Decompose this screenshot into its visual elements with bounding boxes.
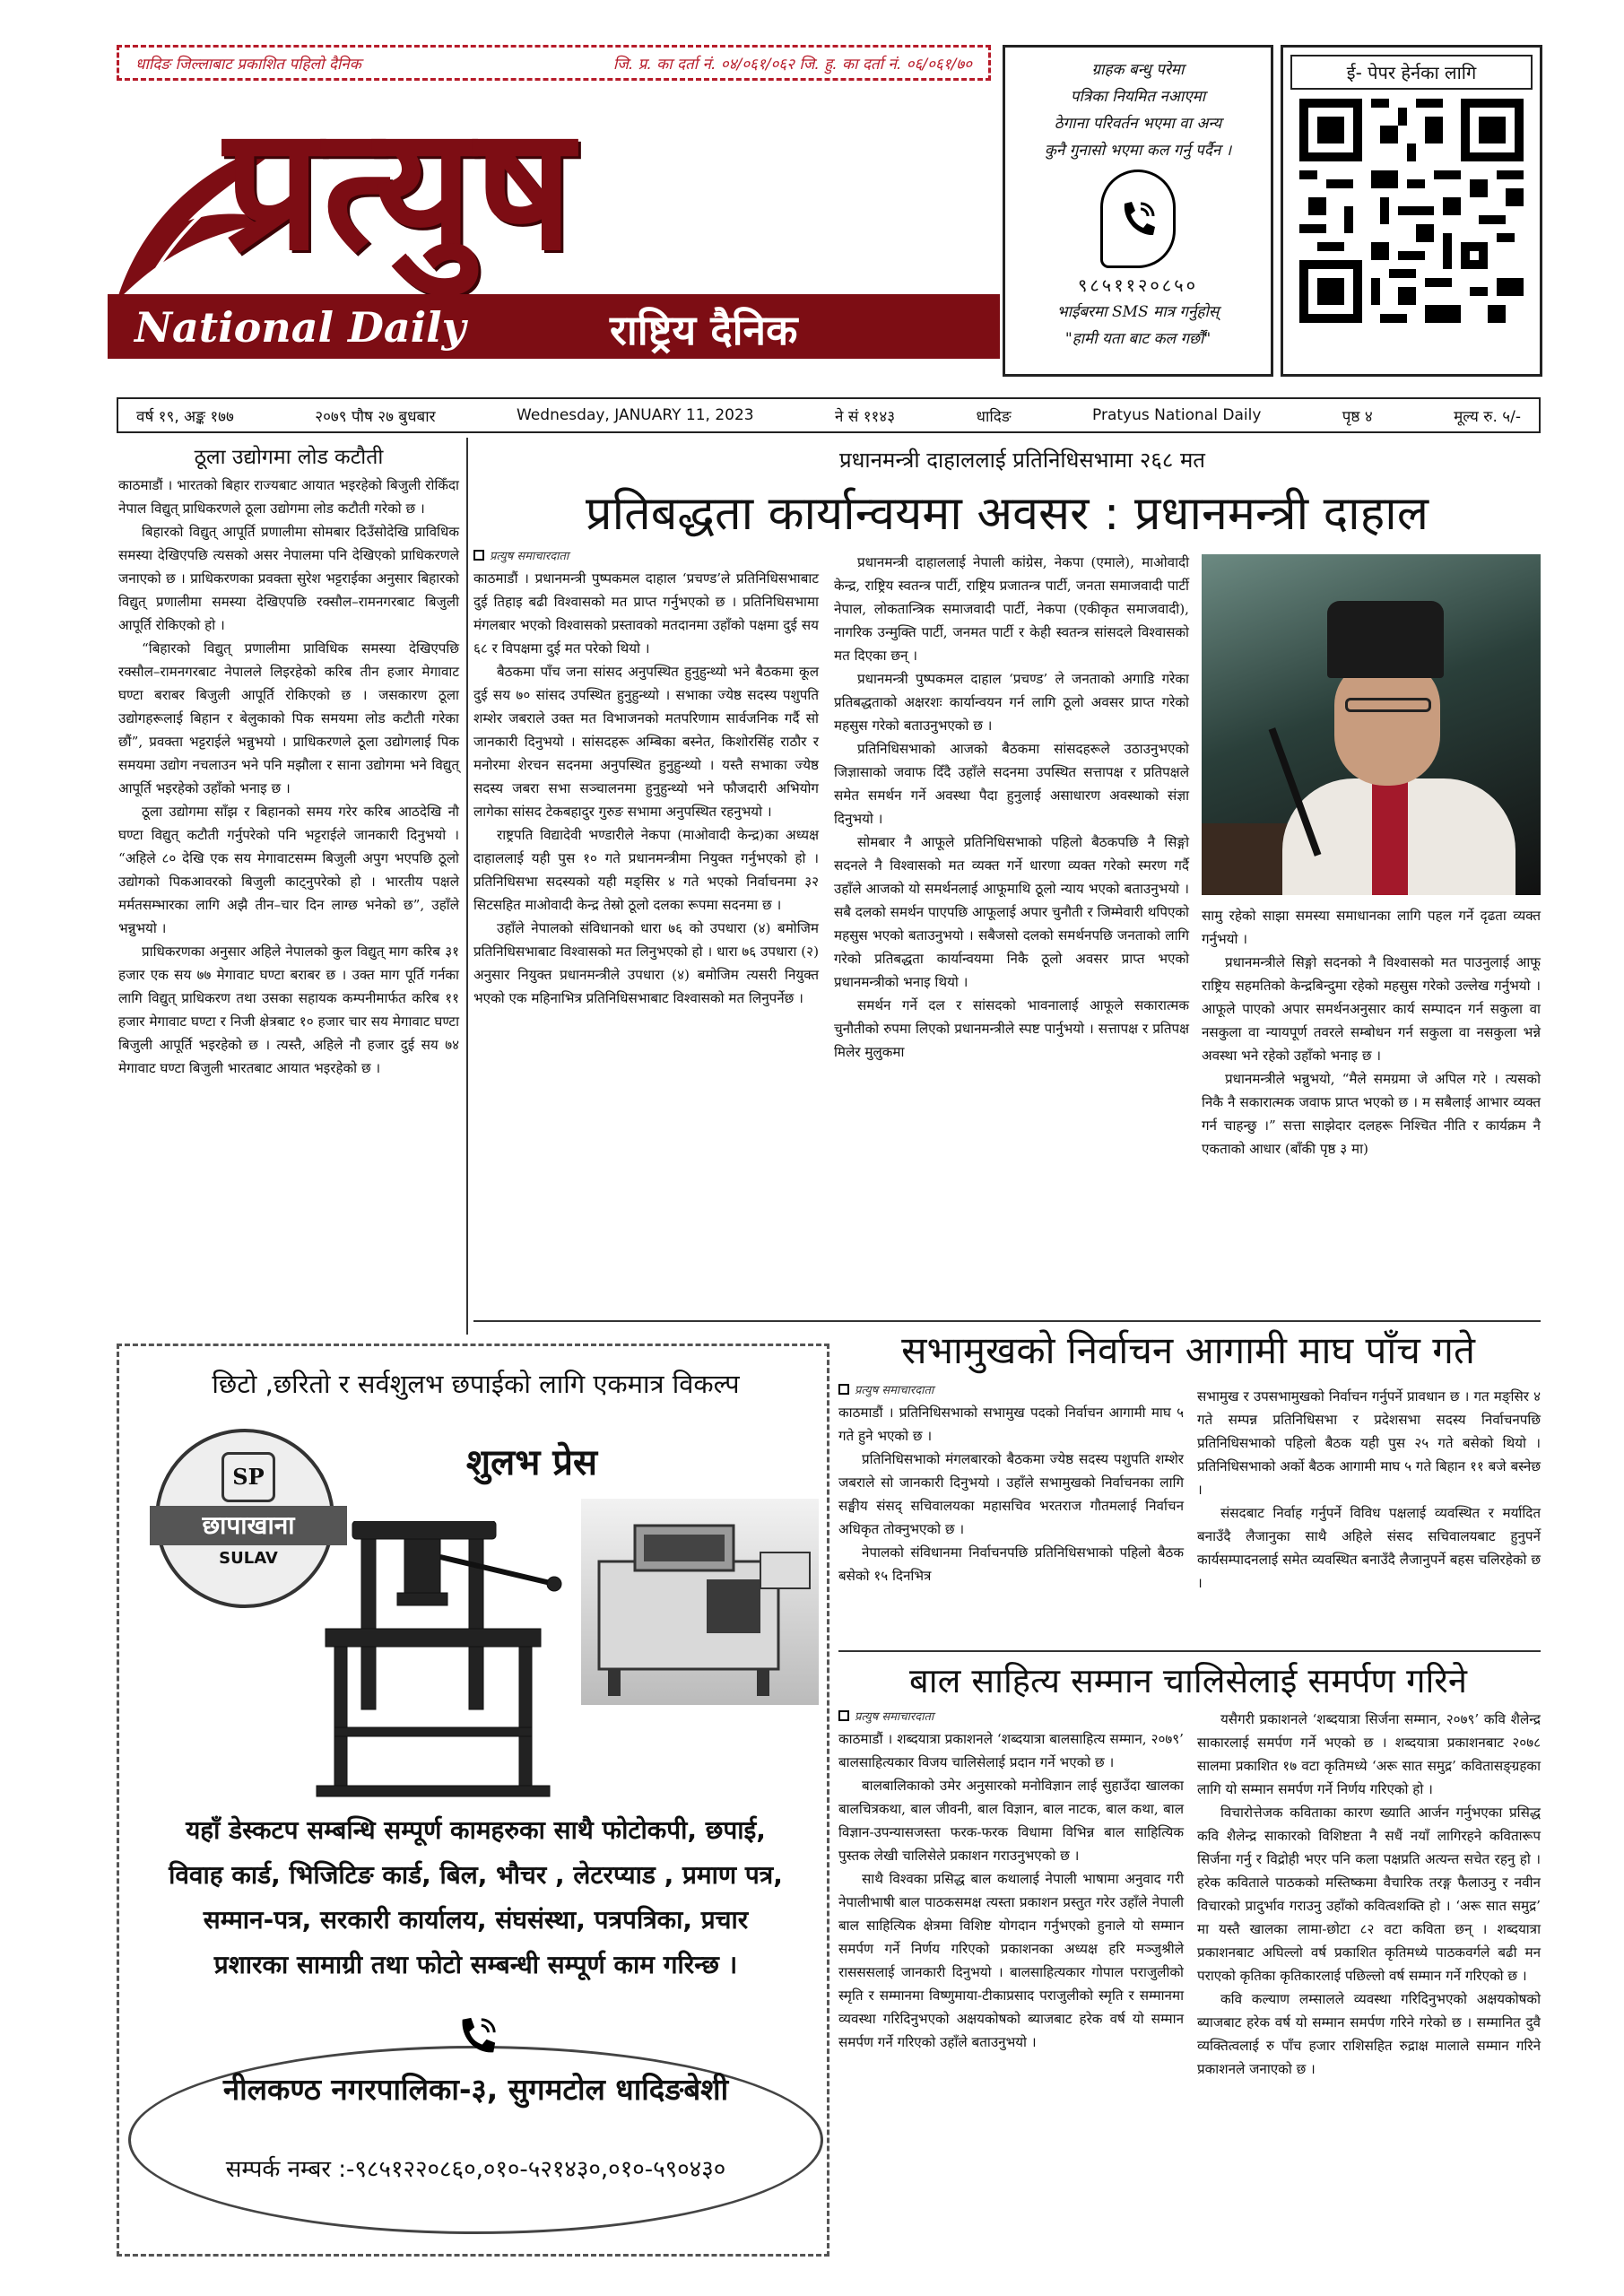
issue-info-bar — [117, 397, 1541, 433]
ad-contact-numbers: सम्पर्क नम्बर :-९८५१२२०८६०,०१०-५२१४३०,०१०-५९०४३० — [225, 2156, 726, 2183]
ad-tagline: छिटो ,छरितो र सर्वशुलभ छपाईको लागि एकमात्र विकल्प — [212, 1369, 740, 1399]
speaker-story-col2 — [1197, 1385, 1541, 1595]
ad-address: नीलकण्ठ नगरपालिका-३, सुगमटोल धादिङबेशी — [222, 2072, 729, 2107]
ad-press-name: शुलभ प्रेस — [465, 1442, 598, 1483]
ad-services-line: विवाह कार्ड, भिजिटिङ कार्ड, बिल, भौचर , लेटरप्याड , प्रमाण पत्र, — [169, 1860, 783, 1890]
qr-label: ई- पेपर हेर्नका लागि — [1290, 55, 1533, 90]
notice-sms: भाईबरमा SMS मात्र गर्नुहोस् — [1056, 303, 1220, 321]
price: मूल्य रु. ५/- — [1454, 407, 1521, 426]
story-paragraph: काठमाडौं । शब्दयात्रा प्रकाशनले ‘शब्दयात्रा बालसाहित्य सम्मान, २०७९’ बालसाहित्यकार विजय चालिसेलाई प्रदान गर्ने भएको छ । — [838, 1731, 1184, 1770]
story-paragraph: बिहारको विद्युत् आपूर्ति प्रणालीमा सोमबार दिउँसोदेखि प्राविधिक समस्या देखिएपछि त्यसको असर नेपालमा पनि देखिएको प्राधिकरणले जनाएको छ । प्राधिकरणका प्रवक्ता सुरेश भट्टराईका अनुसार बिहारको विद्युत् प्रणालीमा समस्या देखिएपछि रक्सौल–रामनगरबाट बिजुली आपूर्ति रोकिएको हो । — [118, 524, 459, 633]
story-paragraph: ठूला उद्योगमा साँझ र बिहानको समय गरेर करिब आठदेखि नौ घण्टा विद्युत् कटौती गर्नुपरेको पनि भट्टराईले जानकारी दिनुभयो । “अहिले ८० देखि एक सय मेगावाटसम्म बिजुली अपुग भएपछि ठूलो उद्योगको पिकआवरको बिजुली काट्नुपरेको हो । भारतीय पक्षले मर्मतसम्भारका लागि अझै तीन–चार दिन लाग्छ भनेको छ”, उहाँले भन्नुभयो । — [118, 804, 459, 936]
notice-quote: "हामी यता बाट कल गर्छौं" — [1064, 330, 1211, 348]
viber-phone-icon — [1100, 170, 1176, 268]
prime-minister-photo — [1202, 554, 1541, 895]
story-paragraph: यसैगरी प्रकाशनले ‘शब्दयात्रा सिर्जना सम्मान, २०७९’ कवि शैलेन्द्र साकारलाई समर्पण गर्ने भएको छ । शब्दयात्रा प्रकाशनबाट २०७८ सालमा प्रकाशित १७ वटा कृतिमध्ये ‘अरू सात समुद्र’ कवितासङ्ग्रहका लागि यो सम्मान समर्पण गर्ने निर्णय गरिएको हो । — [1197, 1711, 1541, 1797]
printing-press-advertisement — [117, 1344, 829, 2257]
date-nepali: २०७९ पौष २७ बुधबार — [315, 407, 436, 426]
hand-press-machine-icon — [299, 1521, 568, 1799]
main-story-byline — [473, 547, 743, 565]
byline-square-icon — [473, 550, 484, 561]
notice-line: पत्रिका नियमित नआएमा — [1070, 88, 1206, 106]
byline-text: प्रत्युष समाचारदाता — [855, 1710, 934, 1724]
logo-name: SULAV — [219, 1549, 278, 1568]
newspaper-logo — [108, 86, 1000, 373]
story-paragraph: प्रतिनिधिसभाको मंगलबारको बैठकमा ज्येष्ठ सदस्य पशुपति शम्शेर जबराले सो जानकारी दिनुभयो । उहाँले सभामुखको निर्वाचनका लागि सङ्घीय संसद् सचिवालयका महासचिव भरतराज गौतमलाई निर्वाचन अधिकृत तोक्नुभएको छ । — [838, 1451, 1184, 1537]
date-english: Wednesday, JANUARY 11, 2023 — [517, 406, 754, 424]
ad-services-line: यहाँ डेस्कटप सम्बन्धि सम्पूर्ण कामहरुका साथै फोटोकपी, छपाई, — [186, 1815, 766, 1845]
story-paragraph: प्रधानमन्त्रीले भन्नुभयो, “मैले समग्रमा जे अपिल गरे । त्यसको निकै नै सकारात्मक जवाफ प्राप्त भएको छ । म सबैलाई आभार व्यक्त गर्न चाहन्छु ।” सत्ता साझेदार दलहरू निश्चित नीति र कार्यक्रम नै एकताको आधार (बाँकी पृष्ठ ३ मा) — [1202, 1071, 1541, 1157]
paper-name: Pratyus National Daily — [1092, 406, 1262, 424]
logo-initials: SP — [221, 1452, 275, 1502]
child-story-col1 — [838, 1727, 1184, 2054]
story-paragraph: समर्थन गर्ने दल र सांसदको भावनालाई आफूले सकारात्मक चुनौतीको रुपमा लिएको प्रधानमन्त्रीले स्पष्ट पार्नुभयो । सत्तापक्ष र प्रतिपक्ष मिलेर मुलुकमा — [834, 997, 1189, 1060]
qr-code-icon[interactable] — [1299, 99, 1524, 323]
notice-line: ग्राहक बन्धु परेमा — [1091, 61, 1185, 79]
story-paragraph: सोमबार नै आफूले प्रतिनिधिसभाको पहिलो बैठकपछि नै सिङ्गो सदनले नै विश्वासको मत व्यक्त गर्ने धारणा व्यक्त गरेको स्मरण गर्दै उहाँले आजको यो समर्थनलाई आफूमाथि ठूलो न्याय भएको बताउनुभयो । सबै दलको समर्थन पाएपछि आफूलाई अपार चुनौती र जिम्मेवारी थपिएको महसुस भएको बताउनुभयो । सबैजसो दलको समर्थनपछि जनताको लागि गरेको प्रतिबद्धता कार्यान्वयमा निकै ठूलो अवसर प्राप्त भएको प्रधानमन्त्रीको भनाइ थियो । — [834, 834, 1189, 990]
byline-square-icon — [838, 1710, 849, 1721]
story-paragraph: प्रधानमन्त्री दाहाललाई नेपाली कांग्रेस, नेकपा (एमाले), माओवादी केन्द्र, राष्ट्रिय स्वतन्त्र पार्टी, राष्ट्रिय प्रजातन्त्र पार्टी, जनता समाजवादी पार्टी नेपाल, लोकतान्त्रिक समाजवादी पार्टी, नेकपा (एकीकृत समाजवादी), नागरिक उन्मुक्ति पार्टी, जनमत पार्टी र केही स्वतन्त्र सांसदले विश्वासको मत दिएका छन् । — [834, 554, 1189, 664]
speaker-story-col1 — [838, 1401, 1184, 1587]
story-paragraph: सभामुख र उपसभामुखको निर्वाचन गर्नुपर्ने प्रावधान छ । गत मङ्सिर ४ गते सम्पन्न प्रतिनिधिसभा र प्रदेशसभा सदस्य निर्वाचनपछि प्रतिनिधिसभाको पहिलो बैठक यही पुस २५ गते बसेको थियो । प्रतिनिधिसभाको अर्को बैठक आगामी माघ ५ गते बिहान ११ बजे बस्नेछ । — [1197, 1388, 1541, 1498]
offset-press-machine-icon — [581, 1499, 819, 1705]
qr-box — [1281, 45, 1542, 377]
publication-place: धादिङ — [976, 407, 1012, 426]
story-paragraph: प्रधानमन्त्री पुष्पकमल दाहाल ‘प्रचण्ड’ ले जनताको अगाडि गरेका प्रतिबद्धताको अक्षरशः कार्यान्वयन गर्न लागि ठूलो अवसर प्राप्त गरेको महसुस गरेको बताउनुभएको छ । — [834, 671, 1189, 734]
story-paragraph: काठमाडौं । प्रधानमन्त्री पुष्पकमल दाहाल ‘प्रचण्ड’ले प्रतिनिधिसभाबाट दुई तिहाइ बढी विश्वासको मत प्राप्त गर्नुभएको छ । प्रतिनिधिसभामा मंगलबार भएको विश्वासको प्रस्तावको मतदानमा उहाँको पक्षमा दुई सय ६८ र विपक्षमा दुई मत परेको थियो । — [473, 570, 819, 657]
main-story-col2 — [834, 551, 1189, 1064]
story-paragraph: साथै विश्वका प्रसिद्ध बाल कथालाई नेपाली भाषामा अनुवाद गरी नेपालीभाषी बाल पाठकसमक्ष त्यस्ता प्रकाशन प्रस्तुत गरेर उहाँले नेपाली बाल साहित्यिक क्षेत्रमा विशिष्ट योगदान गर्नुभएको हुनाले यो सम्मान समर्पण गर्ने निर्णय गरिएको प्रकाशनका अध्यक्ष हरि मञ्जुश्रीले रासससलाई जानकारी दिनुभयो । बालसाहित्यकार गोपाल पराजुलीको स्मृति र सम्मानमा विष्णुमाया-टीकाप्रसाद पराजुलीको स्मृति र सम्मानमा व्यवस्था गरिदिनुभएको अक्षयकोषको ब्याजबाट हरेक वर्ष यो सम्मान समर्पण गर्ने गरिएको उहाँले बताउनुभयो । — [838, 1871, 1184, 2050]
subscriber-notice — [1003, 45, 1273, 377]
story-paragraph: प्रधानमन्त्रीले सिङ्गो सदनको नै विश्वासको मत पाउनुलाई आफू राष्ट्रिय सहमतिको केन्द्रबिन्दुमा रहेको महसुस गरेको उल्लेख गर्नुभयो । आफूले पाएको अपार समर्थनअनुसार कार्य सम्पादन गर्न सकुला वा नसकुला वा न्यायपूर्ण तवरले सम्बोधन गर्न सकुला वा नसकुला भन्ने अवस्था भने रहेको उहाँको भनाइ छ । — [1202, 954, 1541, 1064]
child-story-headline: बाल साहित्य सम्मान चालिसेलाई समर्पण गरिने — [909, 1661, 1467, 1700]
notice-line: ठेगाना परिवर्तन भएमा वा अन्य — [1054, 115, 1222, 133]
speaker-story-byline — [838, 1381, 1107, 1399]
masthead-title: प्रत्युष — [224, 90, 576, 288]
story-paragraph: राष्ट्रपति विद्यादेवी भण्डारीले नेकपा (माओवादी केन्द्र)का अध्यक्ष दाहाललाई यही पुस १० गते प्रधानमन्त्रीमा नियुक्त गर्नुभएको हो । प्रतिनिधिसभा सदस्यको यही मङ्सिर ४ गते भएको निर्वाचनमा ३२ सिटसहित माओवादी केन्द्र तेस्रो ठूलो दलका रूपमा सदनमा छ । — [473, 827, 819, 913]
notice-line: कुनै गुनासो भएमा कल गर्नु पर्दैन । — [1044, 142, 1232, 160]
byline-square-icon — [838, 1384, 849, 1395]
section-divider — [473, 1320, 1541, 1322]
byline-text: प्रत्युष समाचारदाता — [855, 1384, 934, 1397]
logo-band-text: छापाखाना — [150, 1506, 347, 1545]
main-story-headline: प्रतिबद्धता कार्यान्वयमा अवसर : प्रधानमन्त्री दाहाल — [586, 487, 1429, 541]
byline-text: प्रत्युष समाचारदाता — [490, 550, 569, 563]
story-paragraph: संसदबाट निर्वाह गर्नुपर्ने विविध पक्षलाई व्यवस्थित र मर्यादित बनाउँदै लैजानुका साथै अहिले संसद सचिवालयबाट हुनुपर्ने कार्यसम्पादनलाई समेत व्यवस्थित बनाउँदै लैजानुपर्ने बहस चलिरहेको छ । — [1197, 1505, 1541, 1591]
left-story-headline: ठूला उद्योगमा लोड कटौती — [194, 446, 384, 469]
child-story-col2 — [1197, 1708, 1541, 2081]
page-number: पृष्ठ ४ — [1342, 407, 1373, 426]
story-paragraph: काठमाडौं । भारतको बिहार राज्यबाट आयात भइरहेको बिजुली रोकिँदा नेपाल विद्युत् प्राधिकरणले ठूला उद्योगमा लोड कटौती गरेको छ । — [118, 477, 459, 517]
notice-phone: ९८५११२०८५० — [1078, 274, 1198, 296]
story-paragraph: प्राधिकरणका अनुसार अहिले नेपालको कुल विद्युत् माग करिब ३१ हजार एक सय ७७ मेगावाट घण्टा बराबर छ । उक्त माग पूर्ति गर्नका लागि विद्युत् प्राधिकरण तथा उसका सहायक कम्पनीमार्फत करिब ११ हजार मेगावाट घण्टा र निजी क्षेत्रबाट १० हजार चार सय मेगावाट घण्टा बिजुली आपूर्ति भइरहेको छ । त्यस्तै, अहिले नौ हजार दुई सय ७४ मेगावाट घण्टा बिजुली भारतबाट आयात भइरहेको छ । — [118, 944, 459, 1076]
story-paragraph: बालबालिकाको उमेर अनुसारको मनोविज्ञान लाई सुहाउँदा खालका बालचित्रकथा, बाल जीवनी, बाल विज्ञान, बाल नाटक, बाल कथा, बाल विज्ञान-उपन्यासजस्ता फरक-फरक विधामा विभिन्न बाल साहित्यिक पुस्तक लेखी चालिसेले प्रकाशन गराउनुभएको छ । — [838, 1778, 1184, 1864]
section-divider — [838, 1650, 1541, 1652]
registration-strip — [117, 45, 991, 81]
strip-tagline: धादिङ जिल्लाबाट प्रकाशित पहिलो दैनिक — [135, 55, 361, 74]
strip-registration: जि. प्र. का दर्ता नं. ०४/०६१/०६२ जि. हु. का दर्ता नं. ०६/०६१/७० — [612, 55, 972, 74]
story-paragraph: विचारोत्तेजक कविताका कारण ख्याति आर्जन गर्नुभएका प्रसिद्ध कवि शैलेन्द्र साकारको विशिष्टता नै सधैं नयाँ लागिरहने कवितारूप सिर्जना गर्नु र विद्रोही भएर पनि कला पक्षप्रति अत्यन्त सचेत रहनु हो । हरेक कविताले पाठकको मस्तिष्कमा वैचारिक तरङ्ग फैलाउनु र नवीन विचारको प्रादुर्भाव गराउनु उहाँको कवित्वशक्ति हो । ‘अरू सात समुद्र’ मा यस्तै खालका लामा-छोटा ८२ वटा कविता छन् । शब्दयात्रा प्रकाशनबाट अघिल्लो वर्ष प्रकाशित कृतिमध्ये पाठकवर्गले बढी मन पराएको कृतिका कृतिकारलाई पछिल्लो वर्ष सम्मान गर्ने गरिएको छ । — [1197, 1805, 1541, 1984]
volume-number: वर्ष १९, अङ्क १७७ — [136, 407, 234, 426]
left-story-body — [118, 474, 459, 1080]
story-paragraph: प्रतिनिधिसभाको आजको बैठकमा सांसदहरूले उठाउनुभएको जिज्ञासाको जवाफ दिँदै उहाँले सदनमा उपस्थित सत्तापक्ष र प्रतिपक्षले समेत समर्थन गर्ने अवस्था पैदा हुनुलाई असाधारण अवस्थाको संज्ञा दिनुभयो । — [834, 741, 1189, 827]
story-paragraph: “बिहारको विद्युत् प्रणालीमा प्राविधिक समस्या देखिएपछि रक्सौल–रामनगरबाट नेपालले लिइरहेको करिब तीन हजार मेगावाट घण्टा बराबर बिजुली आपूर्ति रोकिएको छ । जसकारण ठूला उद्योगहरूलाई बिहान र बेलुकाको पिक समयमा लोड कटौती गरेका छौं”, प्रवक्ता भट्टराईले भन्नुभयो । प्राधिकरणले ठूला उद्योगलाई पिक समयमा उद्योग नचलाउन भने पनि मझौला र साना उद्योगमा भने विद्युत् आपूर्ति भइरहेको उहाँको भनाइ छ । — [118, 640, 459, 796]
story-paragraph: उहाँले नेपालको संविधानको धारा ७६ को उपधारा (४) बमोजिम प्रतिनिधिसभाबाट विश्वासको मत लिनुभएको हो । धारा ७६ उपधारा (२) अनुसार नियुक्त प्रधानमन्त्रीले उपधारा (४) बमोजिम त्यसरी नियुक्त भएको एक महिनाभित्र प्रतिनिधिसभाबाट विश्वासको मत लिनुपर्नेछ । — [473, 920, 819, 1006]
column-divider — [466, 438, 468, 1335]
story-paragraph: बैठकमा पाँच जना सांसद अनुपस्थित हुनुहुन्थ्यो भने बैठकमा कूल दुई सय ७० सांसद उपस्थित हुनुहुन्थ्यो । सभाका ज्येष्ठ सदस्य पशुपति शम्शेर जबराले उक्त मत विभाजनको मतपरिणाम सार्वजनिक गर्दै सो जानकारी दिनुभयो । सांसदहरू अम्बिका बस्नेत, किशोरसिंह राठौर र मनोरमा शेरचन सदनमा अनुपस्थित हुनुहुन्थ्यो । यस्तै सभाका ज्येष्ठ सदस्य जबरा सभा सञ्चालनमा हुनुहुन्थ्यो भने फौजदारी अभियोग लागेका सांसद टेकबहादुर गुरुङ सभामा अनुपस्थित रहनुभयो । — [473, 664, 819, 820]
main-story-col3 — [1202, 904, 1541, 1161]
child-story-byline — [838, 1708, 1107, 1726]
masthead-tagline-np: राष्ट्रिय दैनिक — [610, 306, 798, 354]
ad-services-line: प्रशारका सामाग्री तथा फोटो सम्बन्धी सम्पूर्ण काम गरिन्छ । — [213, 1950, 738, 1979]
story-paragraph: सामु रहेको साझा समस्या समाधानका लागि पहल गर्ने दृढता व्यक्त गर्नुभयो । — [1202, 908, 1541, 947]
phone-icon — [456, 2014, 499, 2057]
speaker-story-headline: सभामुखको निर्वाचन आगामी माघ पाँच गते — [901, 1328, 1475, 1372]
ad-services-text — [137, 1808, 814, 1987]
main-story-kicker: प्रधानमन्त्री दाहाललाई प्रतिनिधिसभामा २६८ मत — [839, 448, 1205, 473]
story-paragraph: नेपालको संविधानमा निर्वाचनपछि प्रतिनिधिसभाको पहिलो बैठक बसेको १५ दिनभित्र — [838, 1544, 1184, 1584]
story-paragraph: कवि कल्याण लम्सालले व्यवस्था गरिदिनुभएको अक्षयकोषको ब्याजबाट हरेक वर्ष यो सम्मान समर्पण गरिने गरेको छ । सम्मानित दुवै व्यक्तित्वलाई रु पाँच हजार राशिसहित रुद्राक्ष मालाले सम्मान गरिने प्रकाशनले जनाएको छ । — [1197, 1991, 1541, 2077]
masthead-tagline-en: National Daily — [135, 303, 466, 352]
ad-services-line: सम्मान-पत्र, सरकारी कार्यालय, संघसंस्था, पत्रपत्रिका, प्रचार — [203, 1905, 749, 1935]
main-story-col1 — [473, 567, 819, 1010]
story-paragraph: काठमाडौं । प्रतिनिधिसभाको सभामुख पदको निर्वाचन आगामी माघ ५ गते हुने भएको छ । — [838, 1405, 1184, 1444]
nepal-samvat: ने सं ११४३ — [834, 407, 896, 426]
